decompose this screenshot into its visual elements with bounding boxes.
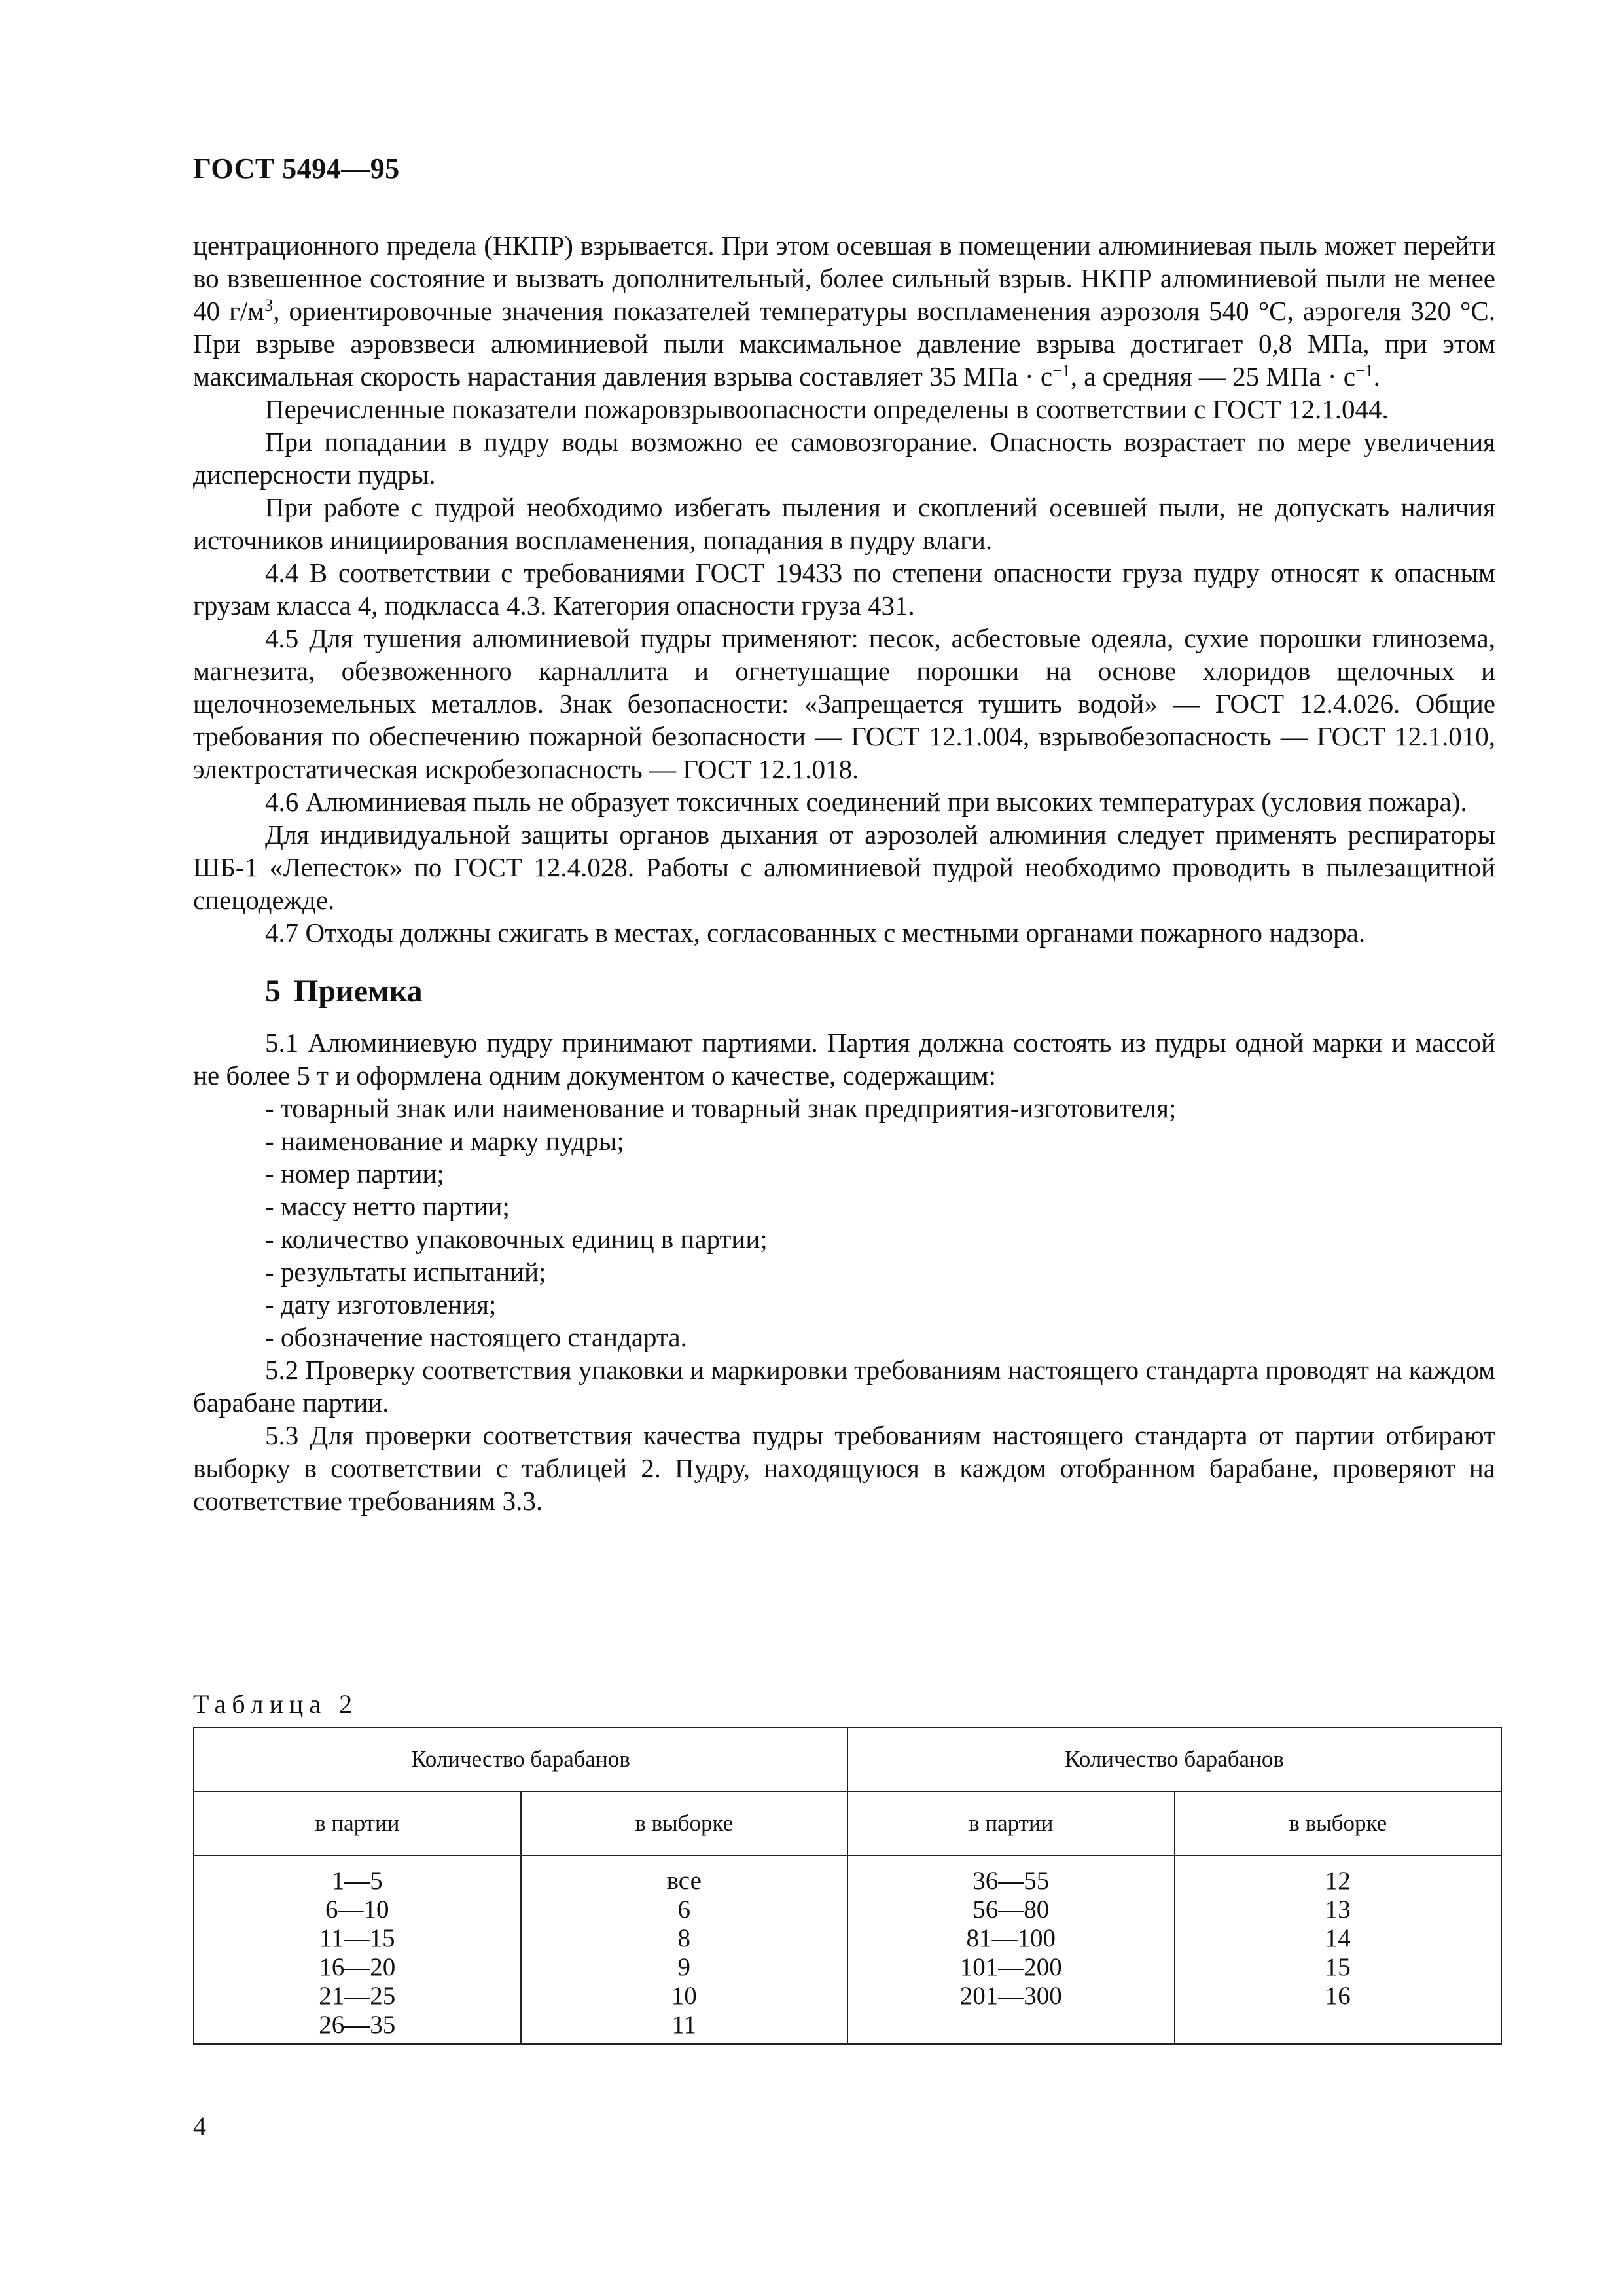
paragraph-respirators: Для индивидуальной защиты органов дыхания от аэрозолей алюминия следует применять респираторы ШБ-1 «Лепесток» по ГОСТ 12.4.028. Работы с алюминиевой пудрой необходимо проводить в пылезащитной спецодежде. <box>193 819 1495 915</box>
paragraph-5-3: 5.3 Для проверки соответствия качества пудры требованиям настоящего стандарта от партии отбирают выборку в соответствии с таблицей 2. Пудру, находящуюся в каждом отобранном барабане, проверяют на соответствие требованиям 3.3. <box>193 1420 1495 1516</box>
section-number: 5 <box>265 974 281 1009</box>
list-item: - количество упаковочных единиц в партии; <box>265 1224 768 1254</box>
group-header: Количество барабанов <box>194 1727 847 1791</box>
list-item: - дату изготовления; <box>265 1289 497 1319</box>
column-header: в партии <box>847 1791 1175 1856</box>
paragraph-4-6: 4.6 Алюминиевая пыль не образует токсичных соединений при высоких температурах (условия пожара). <box>265 787 1467 817</box>
sampling-table <box>193 1727 1502 2045</box>
section-heading: Приемка <box>294 974 423 1009</box>
page-number: 4 <box>193 2111 206 2141</box>
table-cell <box>847 1856 1175 2044</box>
list-item: - массу нетто партии; <box>265 1191 510 1221</box>
column-header: в выборке <box>521 1791 848 1856</box>
table-row <box>194 1856 1501 2044</box>
section-title <box>265 975 1495 1008</box>
paragraph-dust: При работе с пудрой необходимо избегать пыления и скоплений осевшей пыли, не допускать наличия источников инициирования воспламенения, попадания в пудру влаги. <box>193 492 1495 555</box>
table-cell <box>521 1856 848 2044</box>
paragraph-water: При попадании в пудру воды возможно ее самовозгорание. Опасность возрастает по мере увеличения дисперсности пудры. <box>193 427 1495 490</box>
table-caption: Таблица 2 <box>193 1689 359 1719</box>
body-text <box>193 229 1495 1517</box>
document-header: ГОСТ 5494—95 <box>193 152 400 185</box>
list-item: - товарный знак или наименование и товарный знак предприятия-изготовителя; <box>265 1093 1177 1123</box>
paragraph-4-4: 4.4 В соответствии с требованиями ГОСТ 19433 по степени опасности груза пудру относят к опасным грузам класса 4, подкласса 4.3. Категория опасности груза 431. <box>193 558 1495 620</box>
paragraph-4-7: 4.7 Отходы должны сжигать в местах, согласованных с местными органами пожарного надзора. <box>265 918 1366 948</box>
list-item: - результаты испытаний; <box>265 1257 546 1287</box>
list-item: - обозначение настоящего стандарта. <box>265 1322 687 1352</box>
column-header: в выборке <box>1175 1791 1502 1856</box>
paragraph-5-2: 5.2 Проверку соответствия упаковки и маркировки требованиям настоящего стандарта проводят на каждом барабане партии. <box>193 1355 1495 1418</box>
cell-values: все 6 8 9 10 11 <box>666 1867 702 2039</box>
list-item: - номер партии; <box>265 1158 444 1189</box>
paragraph-5-1: 5.1 Алюминиевую пудру принимают партиями. Партия должна состоять из пудры одной марки и массой не более 5 т и оформлена одним документом о качестве, содержащим: <box>193 1028 1495 1090</box>
cell-values: 36—55 56—80 81—100 101—200 201—300 <box>959 1867 1062 2010</box>
cell-values: 12 13 14 15 16 <box>1325 1867 1351 2010</box>
table-cell <box>1175 1856 1502 2044</box>
list-item: - наименование и марку пудры; <box>265 1126 624 1156</box>
paragraph-4-5: 4.5 Для тушения алюминиевой пудры применяют: песок, асбестовые одеяла, сухие порошки глинозема, магнезита, обезвоженного карналлита и огнетушащие порошки на основе хлоридов щелочных и щелочноземельных металлов. Знак безопасности: «Запрещается тушить водой» — ГОСТ 12.4.026. Общие требования по обеспечению пожарной безопасности — ГОСТ 12.1.004, взрывобезопасность — ГОСТ 12.1.010, электростатическая искробезопасность — ГОСТ 12.1.018. <box>193 623 1495 784</box>
table-cell <box>194 1856 521 2044</box>
column-header: в партии <box>194 1791 521 1856</box>
cell-values: 1—5 6—10 11—15 16—20 21—25 26—35 <box>319 1867 396 2039</box>
paragraph-nkpr: центрационного предела (НКПР) взрывается. При этом осевшая в помещении алюминиевая пыль может перейти во взвешенное состояние и вызвать дополнительный, более сильный взрыв. НКПР алюминиевой пыли не менее 40 $г/м^3$, ориентировочные значения показателей температуры воспламенения аэрозоля 540 °С, аэрогеля 320 °С. При взрыве аэровзвеси алюминиевой пыли максимальное давление взрыва достигает 0,8 МПа, при этом максимальная скорость нарастания давления взрыва составляет 35 МПа · $с^{-1}$, а средняя — 25 МПа · $с^{-1}$. <box>193 230 1496 391</box>
paragraph-indicators: Перечисленные показатели пожаровзрывоопасности определены в соответствии с ГОСТ 12.1.044. <box>265 394 1389 424</box>
group-header: Количество барабанов <box>847 1727 1501 1791</box>
